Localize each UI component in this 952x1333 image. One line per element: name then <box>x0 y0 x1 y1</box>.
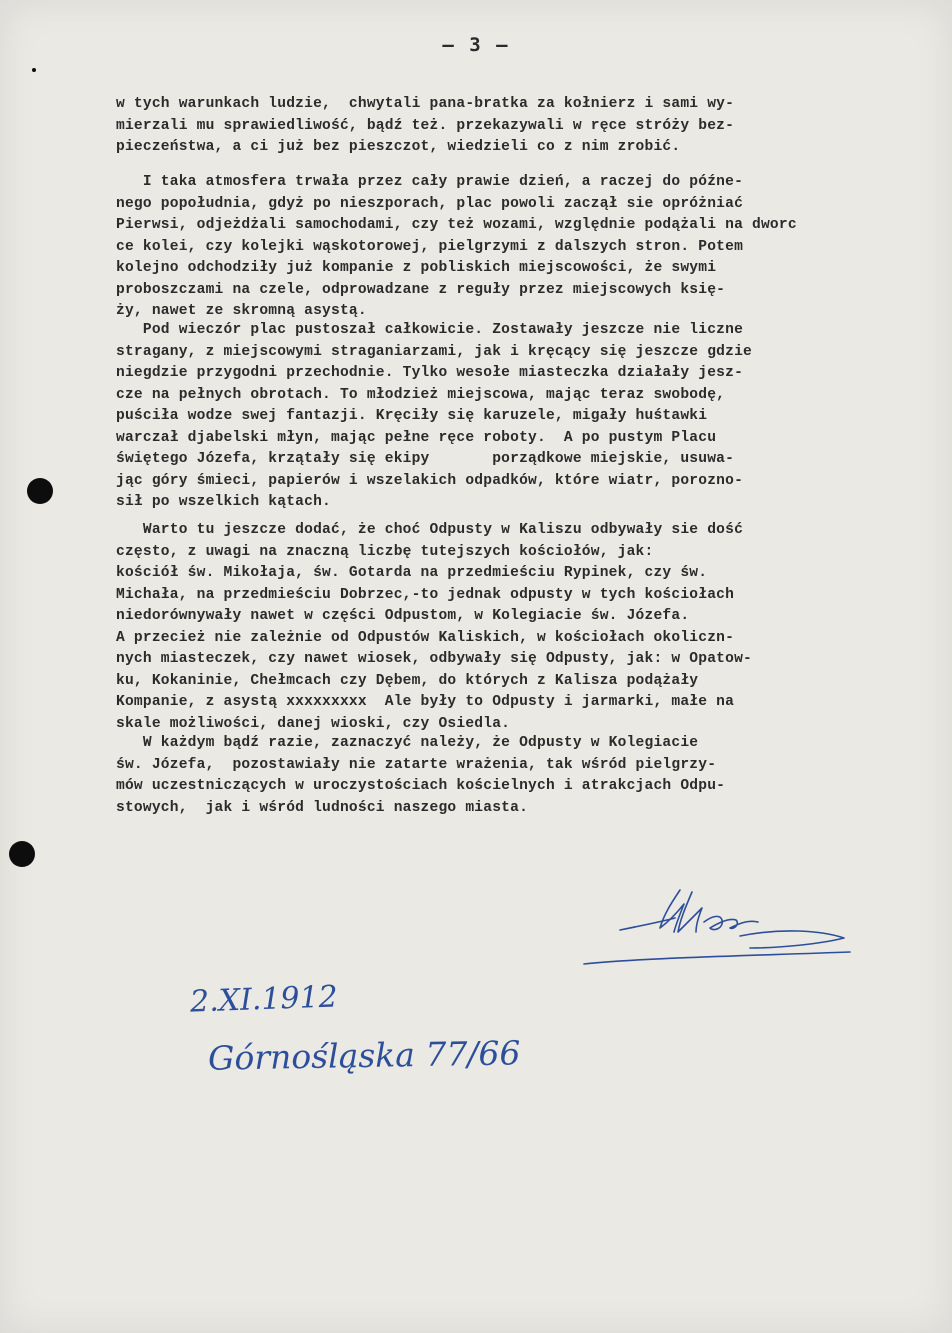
text-line: W każdym bądź razie, zaznaczyć należy, że Odpusty w Kolegiacie <box>116 735 699 751</box>
paragraph-2 <box>116 172 931 323</box>
text-line: I taka atmosfera trwała przez cały prawie dzień, a raczej do późne- <box>116 174 744 190</box>
text-line: nych miasteczek, czy nawet wiosek, odbywały się Odpusty, jak: w Opatow- <box>116 651 752 667</box>
text-line: nego popołudnia, gdyż po nieszporach, plac powoli zaczął sie opróżniać <box>116 195 744 212</box>
text-line: niegdzie przygodni przechodnie. Tylko wesołe miasteczka działały jesz- <box>116 365 744 381</box>
text-line: skale możliwości, danej wioski, czy Osiedla. <box>116 715 511 732</box>
text-line: jąc góry śmieci, papierów i wszelakich odpadków, które wiatr, porozno- <box>116 472 744 489</box>
text-line: sił po wszelkich kątach. <box>116 494 331 510</box>
handwritten-date: 2.XI.1912 <box>189 979 339 1020</box>
paragraph-1 <box>116 94 931 159</box>
text-line: puściła wodze swej fantazji. Kręciły się karuzele, migały huśtawki <box>116 408 708 424</box>
text-line: mów uczestniczących w uroczystościach kościelnych i atrakcjach Odpu- <box>116 778 726 794</box>
text-line: Kompanie, z asystą xxxxxxxxx Ale były to Odpusty i jarmarki, małe na <box>116 694 735 710</box>
page-number: — 3 — <box>442 34 510 56</box>
text-line: ce kolei, czy kolejki wąskotorowej, pielgrzymi z dalszych stron. Potem <box>116 238 744 255</box>
text-line: w tych warunkach ludzie, chwytali pana-bratka za kołnierz i sami wy- <box>116 96 735 112</box>
text-line: ku, Kokaninie, Chełmcach czy Dębem, do których z Kalisza podążały <box>116 672 699 689</box>
signature-mark <box>580 878 860 978</box>
text-line: cze na pełnych obrotach. To młodzież miejscowa, mając teraz swobodę, <box>116 386 726 403</box>
text-line: stragany, z miejscowymi straganiarzami, jak i kręcący się jeszcze gdzie <box>116 343 752 360</box>
punch-hole-mark <box>27 478 53 504</box>
text-line: Pierwsi, odjeżdżali samochodami, czy też wozami, względnie podążali na dworc <box>116 217 797 233</box>
text-line: niedorównywały nawet w części Odpustom, w Kolegiacie św. Józefa. <box>116 608 690 624</box>
handwritten-address: Górnośląska 77/66 <box>207 1033 521 1078</box>
text-line: stowych, jak i wśród ludności naszego miasta. <box>116 799 529 816</box>
text-line: kościół św. Mikołaja, św. Gotarda na przedmieściu Rypinek, czy św. <box>116 565 708 581</box>
text-line: proboszczami na czele, odprowadzane z reguły przez miejscowych księ- <box>116 281 726 298</box>
text-line: ży, nawet ze skromną asystą. <box>116 303 367 319</box>
ink-speck <box>32 68 36 72</box>
text-line: często, z uwagi na znaczną liczbę tutejszych kościołów, jak: <box>116 543 654 560</box>
text-line: kolejno odchodziły już kompanie z pobliskich miejscowości, że swymi <box>116 260 717 276</box>
text-line: warczał djabelski młyn, mając pełne ręce roboty. A po pustym Placu <box>116 429 717 446</box>
text-line: Warto tu jeszcze dodać, że choć Odpusty w Kaliszu odbywały sie dość <box>116 522 744 538</box>
text-line: pieczeństwa, a ci już bez pieszczot, wiedzieli co z nim zrobić. <box>116 139 681 155</box>
punch-hole-mark <box>9 841 35 867</box>
paragraph-4 <box>116 520 931 735</box>
paragraph-5 <box>116 733 931 819</box>
text-line: Michała, na przedmieściu Dobrzec,-to jednak odpusty w tych kościołach <box>116 586 735 603</box>
text-line: świętego Józefa, krzątały się ekipy porządkowe miejskie, usuwa- <box>116 451 735 467</box>
paragraph-3 <box>116 320 931 514</box>
text-line: A przecież nie zależnie od Odpustów Kaliskich, w kościołach okoliczn- <box>116 629 735 646</box>
text-line: Pod wieczór plac pustoszał całkowicie. Zostawały jeszcze nie liczne <box>116 322 744 338</box>
text-line: św. Józefa, pozostawiały nie zatarte wrażenia, tak wśród pielgrzy- <box>116 756 717 773</box>
text-line: mierzali mu sprawiedliwość, bądź też. przekazywali w ręce stróży bez- <box>116 117 735 134</box>
